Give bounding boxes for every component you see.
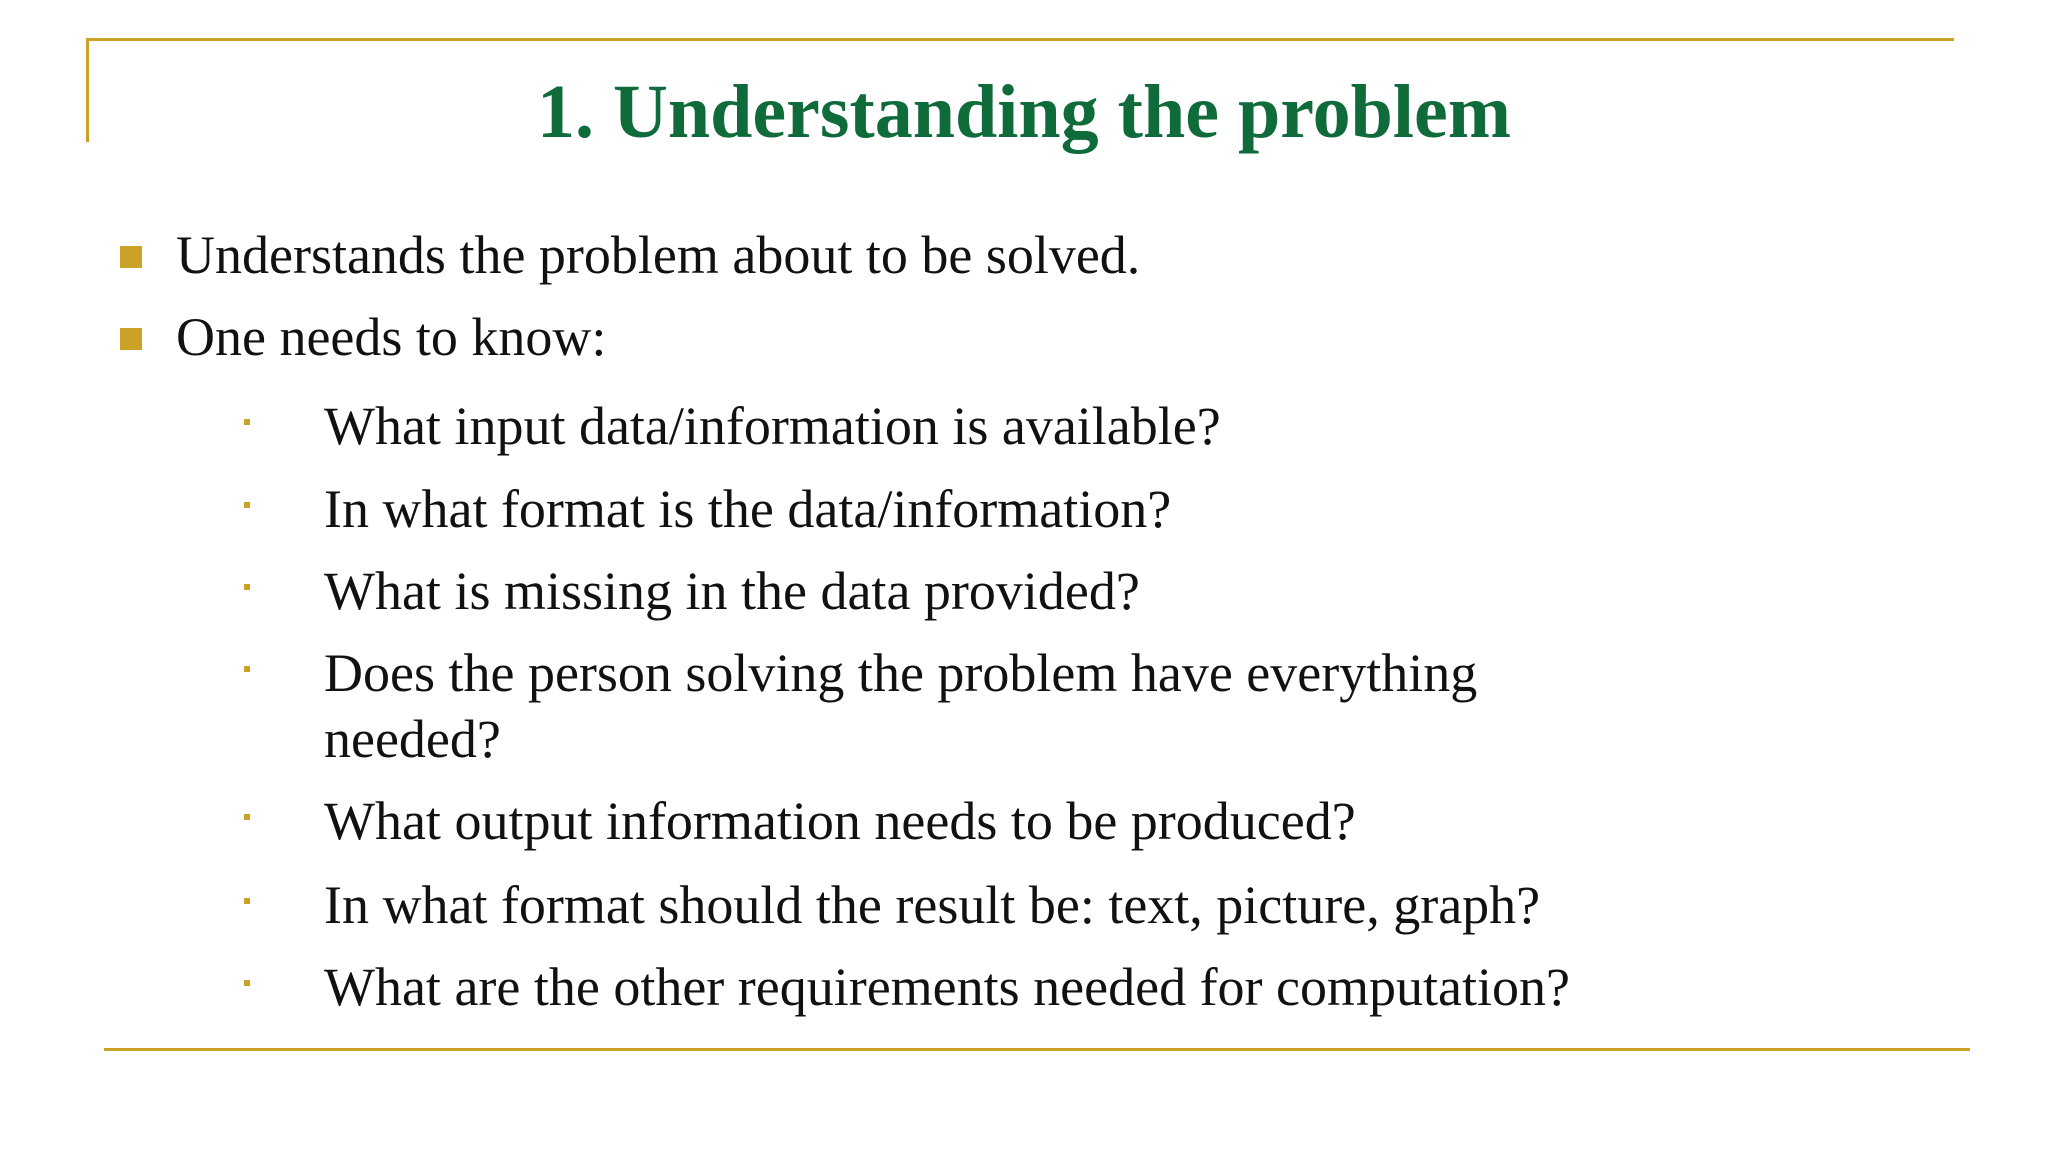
- sub-list-item-text: In what format is the data/information?: [324, 479, 1172, 539]
- sub-list-item-text: What is missing in the data provided?: [324, 561, 1140, 621]
- list-item-text: One needs to know:: [176, 307, 607, 367]
- list-item-text: Understands the problem about to be solved.: [176, 225, 1141, 285]
- sub-list-item-text: What are the other requirements needed for computation?: [324, 957, 1570, 1017]
- sub-list-item-text: Does the person solving the problem have everything needed?: [324, 643, 1478, 769]
- dot-bullet-icon: [244, 584, 250, 590]
- square-bullet-icon: [120, 328, 142, 350]
- dot-bullet-icon: [244, 980, 250, 986]
- dot-bullet-icon: [244, 814, 250, 820]
- sub-list-item-text: What output information needs to be produced?: [324, 791, 1356, 851]
- sub-list-item-text: What input data/information is available?: [324, 396, 1221, 456]
- slide-title: 1. Understanding the problem: [536, 70, 1512, 154]
- dot-bullet-icon: [244, 419, 250, 425]
- square-bullet-icon: [120, 246, 142, 268]
- sub-list-item-text: In what format should the result be: text, picture, graph?: [324, 875, 1541, 935]
- dot-bullet-icon: [244, 898, 250, 904]
- dot-bullet-icon: [244, 666, 250, 672]
- dot-bullet-icon: [244, 502, 250, 508]
